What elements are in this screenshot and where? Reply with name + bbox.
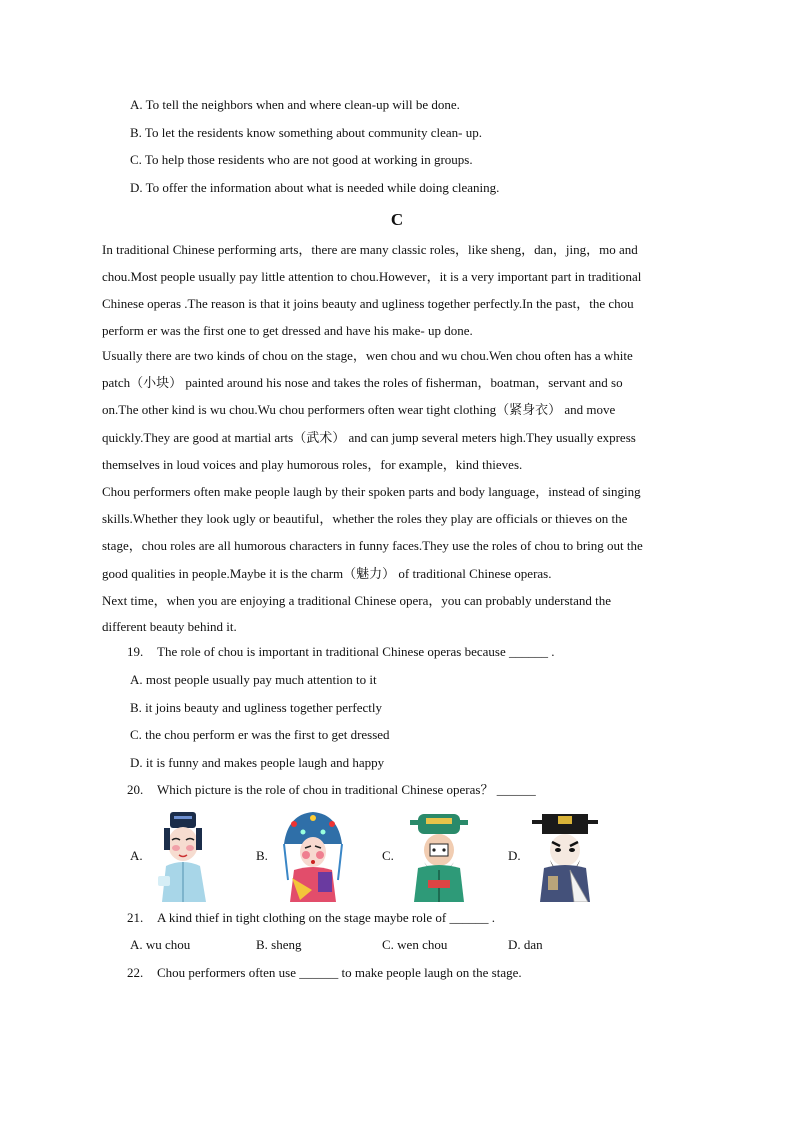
passage-line: chou.Most people usually pay little attention to chou.However，it is a very important part in traditional [102, 269, 642, 284]
q19-option-a[interactable]: A. most people usually pay much attention to it [130, 672, 377, 687]
passage-line: on.The other kind is wu chou.Wu chou performers often wear tight clothing（紧身衣） and move [102, 402, 616, 417]
q21-options [130, 937, 634, 953]
question-number: 19. [127, 644, 144, 659]
prev-option-a: A. To tell the neighbors when and where clean-up will be done. [130, 97, 460, 112]
question-22 [102, 965, 522, 981]
question-number: 22. [127, 965, 144, 980]
question-number: 20. [127, 782, 144, 797]
passage-line: quickly.They are good at martial arts（武术） and can jump several meters high.They usually express [102, 430, 636, 445]
prev-option-c: C. To help those residents who are not good at working in groups. [130, 152, 473, 167]
passage-line: different beauty behind it. [102, 619, 237, 634]
q21-option-c[interactable]: C. wen chou [382, 937, 448, 952]
question-19 [102, 644, 554, 660]
passage-line: stage，chou roles are all humorous characters in funny faces.They use the roles of chou to bring out the [102, 538, 643, 553]
section-title: C [390, 210, 404, 229]
question-text: Chou performers often use ______ to make people laugh on the stage. [157, 965, 522, 980]
option-label: A. [130, 848, 143, 863]
passage-line: perform er was the first one to get dressed and have his make- up done. [102, 323, 473, 338]
question-text: Which picture is the role of chou in traditional Chinese operas？ ______ [157, 782, 536, 797]
q19-option-d[interactable]: D. it is funny and makes people laugh and happy [130, 755, 385, 770]
passage-line: Next time，when you are enjoying a traditional Chinese opera，you can probably understand the [102, 593, 612, 608]
question-text: The role of chou is important in traditional Chinese operas because ______ . [157, 644, 555, 659]
question-text: A kind thief in tight clothing on the stage maybe role of ______ . [157, 910, 495, 925]
option-label: C. [382, 848, 394, 863]
opera-dan-picture [278, 810, 348, 902]
passage-line: Chinese operas .The reason is that it joins beauty and ugliness together perfectly.In the past，the chou [102, 296, 634, 311]
passage-line: skills.Whether they look ugly or beautiful，whether the roles they play are officials or thieves on the [102, 511, 628, 526]
q20-picture-options [130, 810, 690, 905]
opera-chou-picture [404, 810, 474, 902]
passage-line: Chou performers often make people laugh by their spoken parts and body language，instead of singing [102, 484, 641, 499]
q19-option-c[interactable]: C. the chou perform er was the first to get dressed [130, 727, 390, 742]
q19-option-b[interactable]: B. it joins beauty and ugliness together perfectly [130, 700, 382, 715]
passage-line: patch（小块） painted around his nose and takes the roles of fisherman，boatman，servant and so [102, 375, 623, 390]
question-20 [102, 782, 536, 798]
passage-line: In traditional Chinese performing arts，there are many classic roles，like sheng，dan，jing，mo and [102, 242, 638, 257]
passage-line: Usually there are two kinds of chou on the stage，wen chou and wu chou.Wen chou often has a white [102, 348, 633, 363]
prev-option-b: B. To let the residents know something about community clean- up. [130, 125, 482, 140]
option-label: B. [256, 848, 268, 863]
question-21 [102, 910, 495, 926]
passage-line: themselves in loud voices and play humorous roles，for example，kind thieves. [102, 457, 523, 472]
prev-option-d: D. To offer the information about what is needed while doing cleaning. [130, 180, 500, 195]
opera-scholar-picture [152, 810, 216, 902]
q21-option-d[interactable]: D. dan [508, 937, 543, 952]
question-number: 21. [127, 910, 144, 925]
opera-jing-picture [530, 810, 600, 902]
q21-option-b[interactable]: B. sheng [256, 937, 302, 952]
passage-line: good qualities in people.Maybe it is the charm（魅力） of traditional Chinese operas. [102, 566, 552, 581]
option-label: D. [508, 848, 521, 863]
q21-option-a[interactable]: A. wu chou [130, 937, 191, 952]
